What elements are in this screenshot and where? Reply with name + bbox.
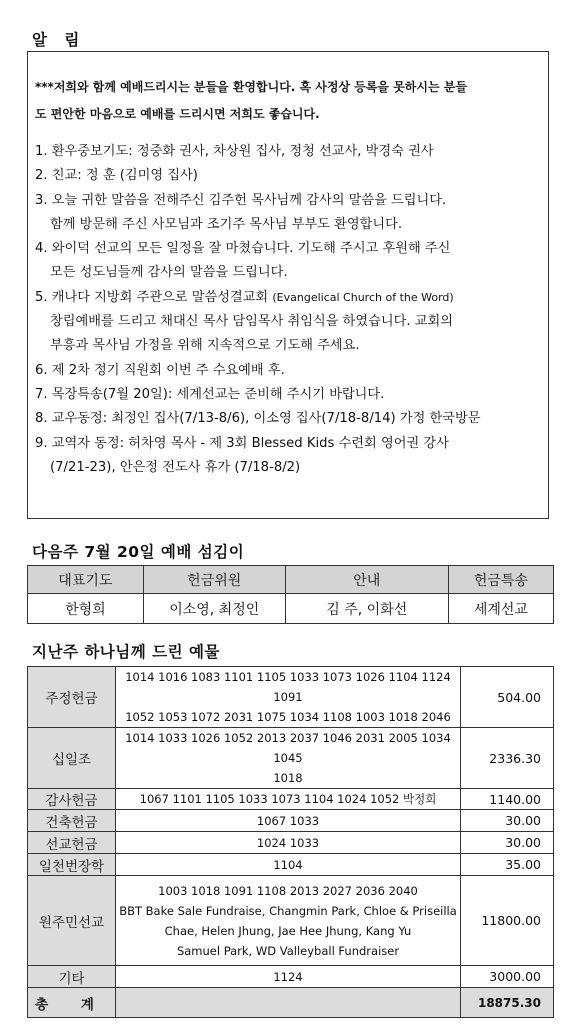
notice-text: 2. 친교: 정 훈 (김미영 집사) [35,168,198,184]
cell-prayer: 한형희 [28,594,144,624]
notice-line [35,334,545,358]
notice-text: 7. 목장특송(7월 20일): 세계선교는 준비해 주시기 바랍니다. [35,386,385,402]
notice-text: (7/21-23), 안은정 전도사 휴가 (7/18-8/2) [50,459,301,475]
notice-text: 8. 교우동정: 최정인 집사(7/13-8/6), 이소영 집사(7/18-8/14) 가정 한국방문 [35,411,481,427]
offering-category: 십일조 [28,728,116,789]
offering-row [28,728,554,789]
donor-line: 1052 1053 1072 2031 1075 1034 1108 1003 1018 2046 [125,710,451,724]
donor-line: 1067 1101 1105 1033 1073 1104 1024 1052 박정희 [139,792,437,806]
donor-line: 1003 1018 1091 1108 2013 2027 2036 2040 [158,883,418,898]
notice-item [35,237,545,286]
total-row [28,988,554,1018]
offering-donors [116,667,461,728]
donor-line: 1124 [273,969,303,984]
offering-title: 지난주 하나님께 드린 예물 [32,643,220,661]
notice-item [35,407,545,431]
notice-line [35,286,545,310]
offering-amount: 2336.30 [461,728,554,789]
notice-line [35,432,545,456]
notice-line [35,237,545,261]
cell-offering-committee: 이소영, 최정인 [143,594,285,624]
donor-line: 1067 1033 [256,813,320,828]
notice-text: 1. 환우중보기도: 정중화 권사, 차상원 집사, 정청 선교사, 박경숙 권사 [35,144,434,159]
offering-amount: 3000.00 [461,966,554,988]
notice-text: 부흥과 목사님 가정을 위해 지속적으로 기도해 주세요. [50,338,360,354]
cell-offering-song: 세계선교 [448,594,553,624]
notice-english-name: (Evangelical Church of the Word) [272,290,454,304]
header-offering-committee: 헌금위원 [143,566,285,594]
offering-amount: 30.00 [461,810,554,832]
notice-text: 4. 와이덕 선교의 모든 일정을 잘 마쳤습니다. 기도해 주시고 후원해 주신 [35,241,451,257]
notice-line [35,407,545,431]
notice-item [35,164,545,188]
notice-item [35,189,545,238]
notices-title: 알 림 [32,31,86,49]
offering-donors [116,966,461,988]
offering-donors [116,728,461,789]
offering-donors [116,810,461,832]
header-usher: 안내 [285,566,448,594]
notice-text: 5. 캐나다 지방회 주관으로 말씀성결교회 [35,289,269,305]
notice-text: 6. 제 2차 정기 직원회 이번 주 수요예배 후. [35,362,285,378]
notice-line [35,310,545,334]
notice-line [35,383,545,407]
offering-category: 선교헌금 [28,832,116,854]
notice-item [35,286,545,359]
welcome-line-2: 도 편안한 마음으로 예배를 드리시면 저희도 좋습니다. [35,107,320,121]
offering-donors [116,876,461,966]
total-spacer [116,988,461,1018]
notice-text: 3. 오늘 귀한 말씀을 전해주신 김주헌 목사님께 감사의 말씀을 드립니다. [35,192,447,208]
offering-amount: 35.00 [461,854,554,876]
donor-line: BBT Bake Sale Fundraise, Changmin Park, Chloe & Priseilla [119,903,457,918]
offering-row [28,810,554,832]
header-prayer: 대표기도 [28,566,144,594]
offering-row [28,854,554,876]
notice-text: 모든 성도님들께 감사의 말씀을 드립니다. [50,265,288,281]
offering-donors [116,832,461,854]
donor-line: 1018 [273,771,303,785]
next-week-title: 다음주 7월 20일 예배 섬김이 [32,543,245,561]
notice-line [35,359,545,383]
donor-line: Chae, Helen Jhung, Jae Hee Jhung, Kang Yu [164,923,412,938]
offering-row [28,966,554,988]
offering-row [28,667,554,728]
offering-amount: 504.00 [461,667,554,728]
notice-line [35,164,545,188]
offering-donors [116,789,461,810]
header-offering-song: 헌금특송 [448,566,553,594]
cell-usher: 김 주, 이화선 [285,594,448,624]
donor-line: 1014 1033 1026 1052 2013 2037 1046 2031 2005 1034 1045 [125,731,451,765]
donor-line: 1024 1033 [256,835,320,850]
offering-row [28,789,554,810]
offering-category: 주정헌금 [28,667,116,728]
offering-category: 기타 [28,966,116,988]
service-header-row [28,566,554,594]
notice-line [35,213,545,237]
notice-list [35,140,545,480]
notices-box [27,51,549,519]
offering-category: 일천번장학 [28,854,116,876]
total-label: 총 계 [28,988,116,1018]
notice-line [35,140,545,164]
notice-item [35,432,545,481]
offering-category: 감사헌금 [28,789,116,810]
notice-line [35,261,545,285]
notice-text: 함께 방문해 주신 사모님과 조기주 목사님 부부도 환영합니다. [50,216,403,232]
total-amount: 18875.30 [461,988,554,1018]
offering-donors [116,854,461,876]
donor-line: 1104 [273,857,303,872]
offering-category: 건축헌금 [28,810,116,832]
offering-row [28,832,554,854]
offering-amount: 11800.00 [461,876,554,966]
notice-item [35,383,545,407]
notice-item [35,359,545,383]
donor-line: 1014 1016 1083 1101 1105 1033 1073 1026 1104 1124 1091 [125,670,451,704]
service-row [28,594,554,624]
notice-item [35,140,545,164]
offering-amount: 30.00 [461,832,554,854]
service-table [27,565,554,624]
notice-line [35,189,545,213]
offering-row [28,876,554,966]
offering-table [27,666,554,1018]
offering-category: 원주민선교 [28,876,116,966]
notice-line [35,456,545,480]
welcome-message [35,74,543,128]
offering-amount: 1140.00 [461,789,554,810]
notice-text: 창립예배를 드리고 채대신 목사 담임목사 취임식을 하였습니다. 교회의 [50,314,453,330]
donor-line: Samuel Park, WD Valleyball Fundraiser [176,943,400,958]
welcome-line-1: ***저희와 함께 예배드리시는 분들을 환영합니다. 혹 사정상 등록을 못하시는 분들 [35,80,467,94]
notice-text: 9. 교역자 동정: 허차영 목사 - 제 3회 Blessed Kids 수련회 영어권 강사 [35,435,449,451]
